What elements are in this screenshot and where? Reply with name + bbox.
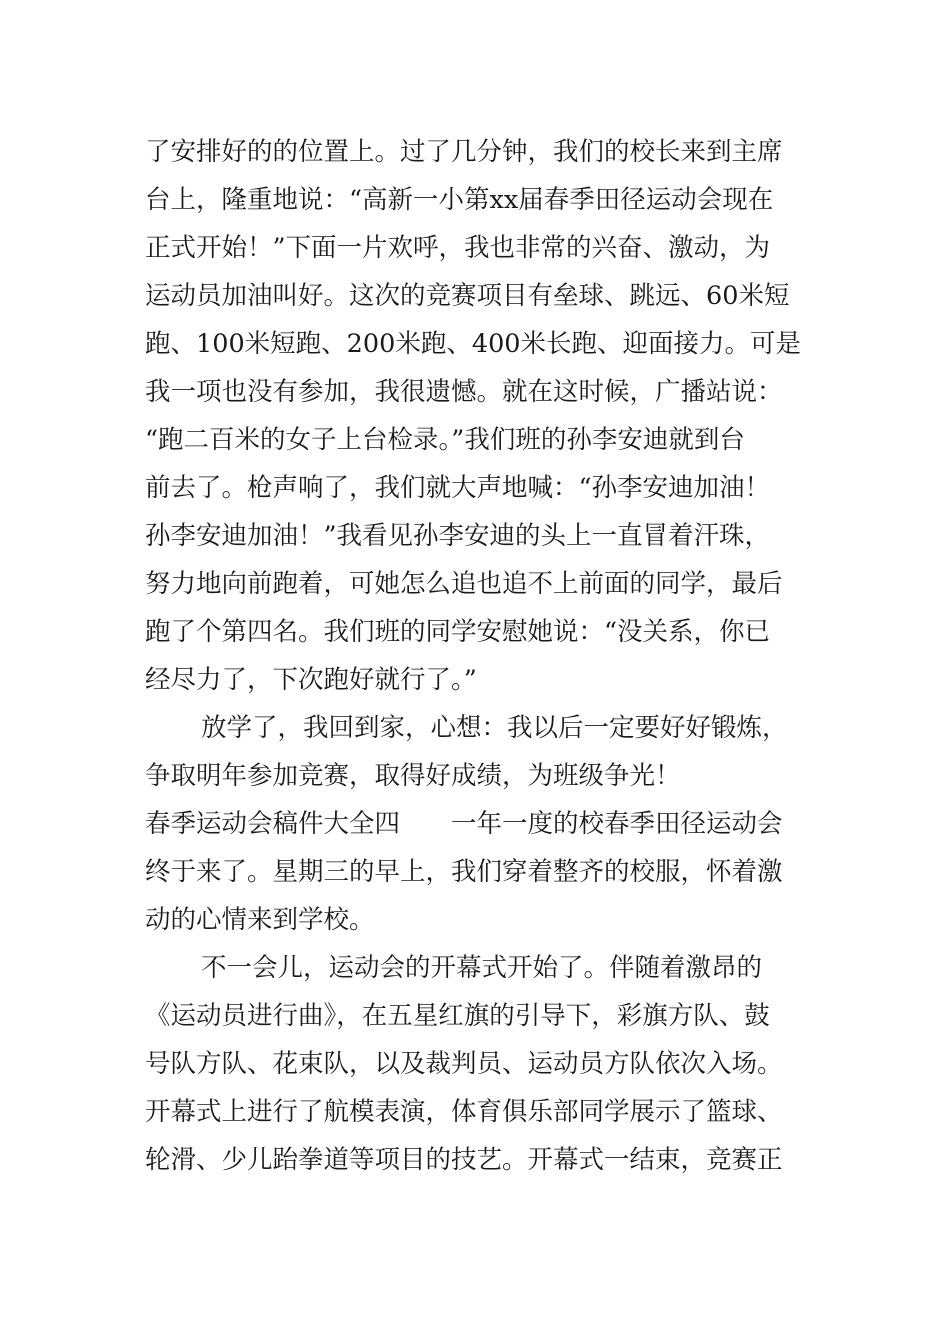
text-line: 运动员加油叫好。这次的竞赛项目有垒球、跳远、60米短 [145,281,790,311]
body-text [145,128,817,1184]
text-line: 开幕式上进行了航模表演，体育俱乐部同学展示了篮球、 [145,1097,783,1127]
text-line: 终于来了。星期三的早上，我们穿着整齐的校服，怀着激 [145,857,783,887]
text-line: 争取明年参加竞赛，取得好成绩，为班级争光！ [145,761,681,791]
text-line: 我一项也没有参加，我很遗憾。就在这时候，广播站说： [145,377,783,407]
text-line: 前去了。枪声响了，我们就大声地喊：“孙李安迪加油！ [145,473,771,503]
text-line: 正式开始！”下面一片欢呼，我也非常的兴奋、激动，为 [145,233,771,263]
text-line: 孙李安迪加油！”我看见孙李安迪的头上一直冒着汗珠， [145,521,771,551]
text-line: 号队方队、花束队，以及裁判员、运动员方队依次入场。 [145,1049,783,1079]
text-line: 《运动员进行曲》，在五星红旗的引导下，彩旗方队、鼓 [145,1001,770,1031]
paragraph-first-line: 放学了，我回到家，心想：我以后一定要好好锻炼， [201,713,788,743]
section-heading-line: 春季运动会稿件大全四 一年一度的校春季田径运动会 [145,809,783,839]
text-line: “跑二百米的女子上台检录。”我们班的孙李安迪就到台 [145,425,745,455]
text-line: 跑了个第四名。我们班的同学安慰她说：“没关系，你已 [145,617,771,647]
text-line: 台上，隆重地说：“高新一小第xx届春季田径运动会现在 [145,185,774,215]
text-line: 努力地向前跑着，可她怎么追也追不上前面的同学，最后 [145,569,783,599]
text-line: 了安排好的的位置上。过了几分钟，我们的校长来到主席 [145,137,783,167]
text-line: 跑、100米短跑、200米跑、400米长跑、迎面接力。可是 [145,329,802,359]
paragraph-first-line: 不一会儿，运动会的开幕式开始了。伴随着激昂的 [201,953,763,983]
text-line: 轮滑、少儿跆拳道等项目的技艺。开幕式一结束，竞赛正 [145,1145,783,1175]
text-line: 经尽力了，下次跑好就行了。” [145,665,477,695]
text-line: 动的心情来到学校。 [145,905,375,935]
